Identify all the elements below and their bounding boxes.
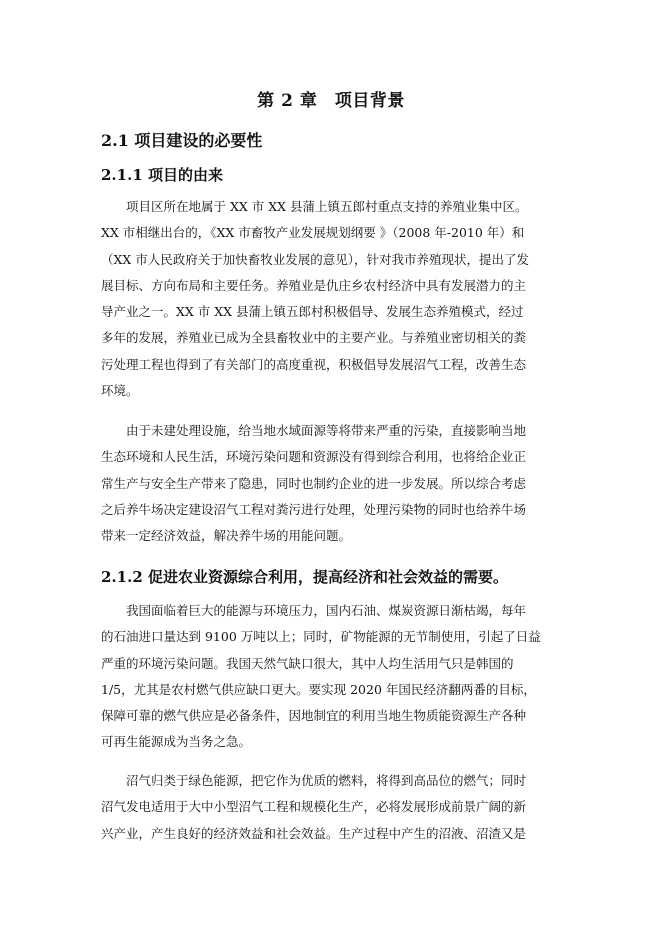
text-line: 常生产与安全生产带来了隐患，同时也制约企业的进一步发展。所以综合考虑: [101, 475, 527, 491]
text-line: 沼气发电适用于大中小型沼气工程和规模化生产，必将发展形成前景广阔的新: [101, 799, 527, 815]
text-line: 严重的环境污染问题。我国天然气缺口很大，其中人均生活用气只是韩国的: [101, 655, 514, 671]
text-line: XX 市相继出台的，《XX 市畜牧产业发展规划纲要 》（2008 年-2010 年）和: [101, 225, 525, 241]
text-line: 兴产业，产生良好的经济效益和社会效益。生产过程中产生的沼液、沼渣又是: [101, 825, 527, 841]
text-line: 的石油进口量达到 9100 万吨以上；同时，矿物能源的无节制使用，引起了日益: [101, 629, 541, 645]
text-line: 环境。: [101, 383, 139, 399]
paragraph-biogas: [101, 768, 545, 847]
text-line: 多年的发展，养殖业已成为全县畜牧业中的主要产业。与养殖业密切相关的粪: [101, 330, 527, 346]
paragraph-reason: [101, 418, 545, 549]
text-line: （XX 市人民政府关于加快畜牧业发展的意见），针对我市养殖现状，提出了发: [101, 251, 530, 267]
text-line: 带来一定经济效益，解决养牛场的用能问题。: [101, 528, 352, 544]
text-line: 导产业之一。XX 市 XX 县蒲上镇五郎村积极倡导、发展生态养殖模式，经过: [101, 304, 524, 320]
paragraph-energy: [101, 598, 545, 756]
text-line: 可再生能源成为当务之急。: [101, 734, 252, 750]
text-line: 展目标、方向布局和主要任务。养殖业是仇庄乡农村经济中具有发展潜力的主: [101, 277, 527, 293]
text-line: 生态环境和人民生活，环境污染问题和资源没有得到综合利用，也将给企业正: [101, 449, 527, 465]
section-heading-2-1: 2.1 项目建设的必要性: [101, 131, 263, 150]
text-line: 由于未建处理设施，给当地水域面源等将带来严重的污染，直接影响当地: [101, 423, 527, 438]
chapter-title: 第 2 章 项目背景: [257, 91, 405, 111]
text-line: 污处理工程也得到了有关部门的高度重视，积极倡导发展沼气工程，改善生态: [101, 356, 527, 372]
text-line: 1/5，尤其是农村燃气供应缺口更大。要实现 2020 年国民经济翻两番的目标，: [101, 681, 536, 697]
text-line: 保障可靠的燃气供应是必备条件，因地制宜的利用当地生物质能资源生产各种: [101, 708, 527, 724]
text-line: 之后养牛场决定建设沼气工程对粪污进行处理，处理污染物的同时也给养牛场: [101, 501, 527, 517]
text-line: 项目区所在地属于 XX 市 XX 县蒲上镇五郎村重点支持的养殖业集中区。: [101, 199, 528, 214]
section-heading-2-1-2: 2.1.2 促进农业资源综合利用，提高经济和社会效益的需要。: [101, 568, 508, 586]
text-line: 沼气归类于绿色能源，把它作为优质的燃料，将得到高品位的燃气；同时: [101, 773, 527, 788]
paragraph-origin: [101, 194, 545, 404]
section-heading-2-1-1: 2.1.1 项目的由来: [101, 166, 223, 184]
text-line: 我国面临着巨大的能源与环境压力，国内石油、煤炭资源日渐枯竭，每年: [101, 603, 527, 618]
